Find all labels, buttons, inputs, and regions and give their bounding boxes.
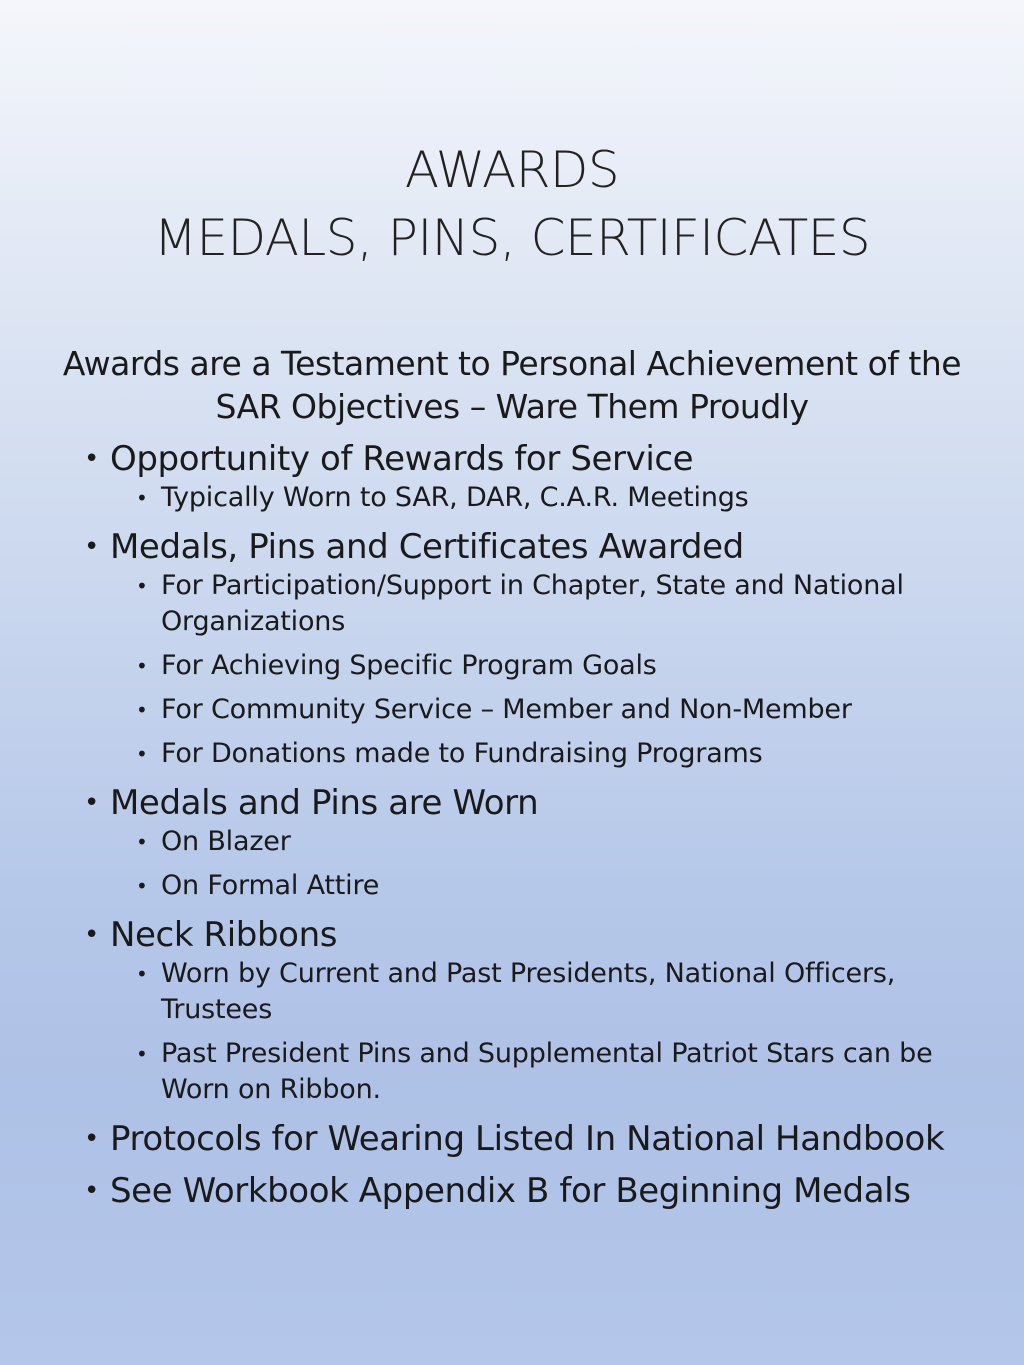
sub-bullet-item	[136, 568, 964, 640]
bullet-text: Neck Ribbons	[110, 915, 338, 955]
sub-bullet-item	[136, 736, 964, 772]
bullet-icon: •	[84, 444, 99, 474]
sub-bullet-text: Past President Pins and Supplemental Patriot Stars can be Worn on Ribbon.	[161, 1038, 933, 1105]
bullet-text: Protocols for Wearing Listed In National Handbook	[110, 1119, 945, 1159]
sub-bullet-item	[136, 1036, 964, 1108]
bullet-item	[84, 914, 964, 956]
sub-bullet-text: For Donations made to Fundraising Programs	[161, 738, 763, 769]
sub-bullet-item	[136, 692, 964, 728]
bullet-icon: •	[84, 920, 99, 950]
bullet-item	[84, 1170, 964, 1212]
title-line-2: MEDALS, PINS, CERTIFICATES	[153, 209, 871, 267]
intro-text: Awards are a Testament to Personal Achievement of the SAR Objectives – Ware Them Proudly	[62, 344, 962, 426]
sub-bullet-item	[136, 956, 964, 1028]
bullet-item	[84, 1118, 964, 1160]
bullet-item	[84, 438, 964, 480]
sub-bullet-icon: •	[136, 742, 148, 766]
sub-bullet-icon: •	[136, 698, 148, 722]
bullet-item	[84, 526, 964, 568]
sub-bullet-text: Typically Worn to SAR, DAR, C.A.R. Meetings	[161, 482, 749, 513]
bullet-text: Medals, Pins and Certificates Awarded	[110, 527, 744, 567]
sub-bullet-text: For Achieving Specific Program Goals	[161, 650, 657, 681]
bullet-item	[84, 782, 964, 824]
bullet-text: See Workbook Appendix B for Beginning Medals	[110, 1171, 911, 1211]
bullet-icon: •	[84, 1176, 99, 1206]
slide-title	[0, 136, 1024, 272]
bullet-icon: •	[84, 1124, 99, 1154]
sub-bullet-item	[136, 868, 964, 904]
sub-bullet-item	[136, 648, 964, 684]
sub-bullet-icon: •	[136, 654, 148, 678]
bullet-icon: •	[84, 788, 99, 818]
sub-bullet-icon: •	[136, 962, 148, 986]
bullet-list	[84, 438, 964, 1212]
sub-bullet-icon: •	[136, 1042, 148, 1066]
sub-bullet-text: On Blazer	[161, 826, 291, 857]
sub-bullet-text: Worn by Current and Past Presidents, National Officers, Trustees	[161, 958, 896, 1025]
sub-bullet-text: On Formal Attire	[161, 870, 380, 901]
title-line-1: AWARDS	[404, 141, 620, 199]
bullet-text: Opportunity of Rewards for Service	[110, 439, 694, 479]
sub-bullet-text: For Community Service – Member and Non-Member	[161, 694, 852, 725]
sub-bullet-item	[136, 480, 964, 516]
sub-bullet-icon: •	[136, 830, 148, 854]
sub-bullet-icon: •	[136, 874, 148, 898]
sub-bullet-text: For Participation/Support in Chapter, State and National Organizations	[161, 570, 904, 637]
sub-bullet-item	[136, 824, 964, 860]
bullet-text: Medals and Pins are Worn	[110, 783, 539, 823]
sub-bullet-icon: •	[136, 486, 148, 510]
bullet-icon: •	[84, 532, 99, 562]
sub-bullet-icon: •	[136, 574, 148, 598]
